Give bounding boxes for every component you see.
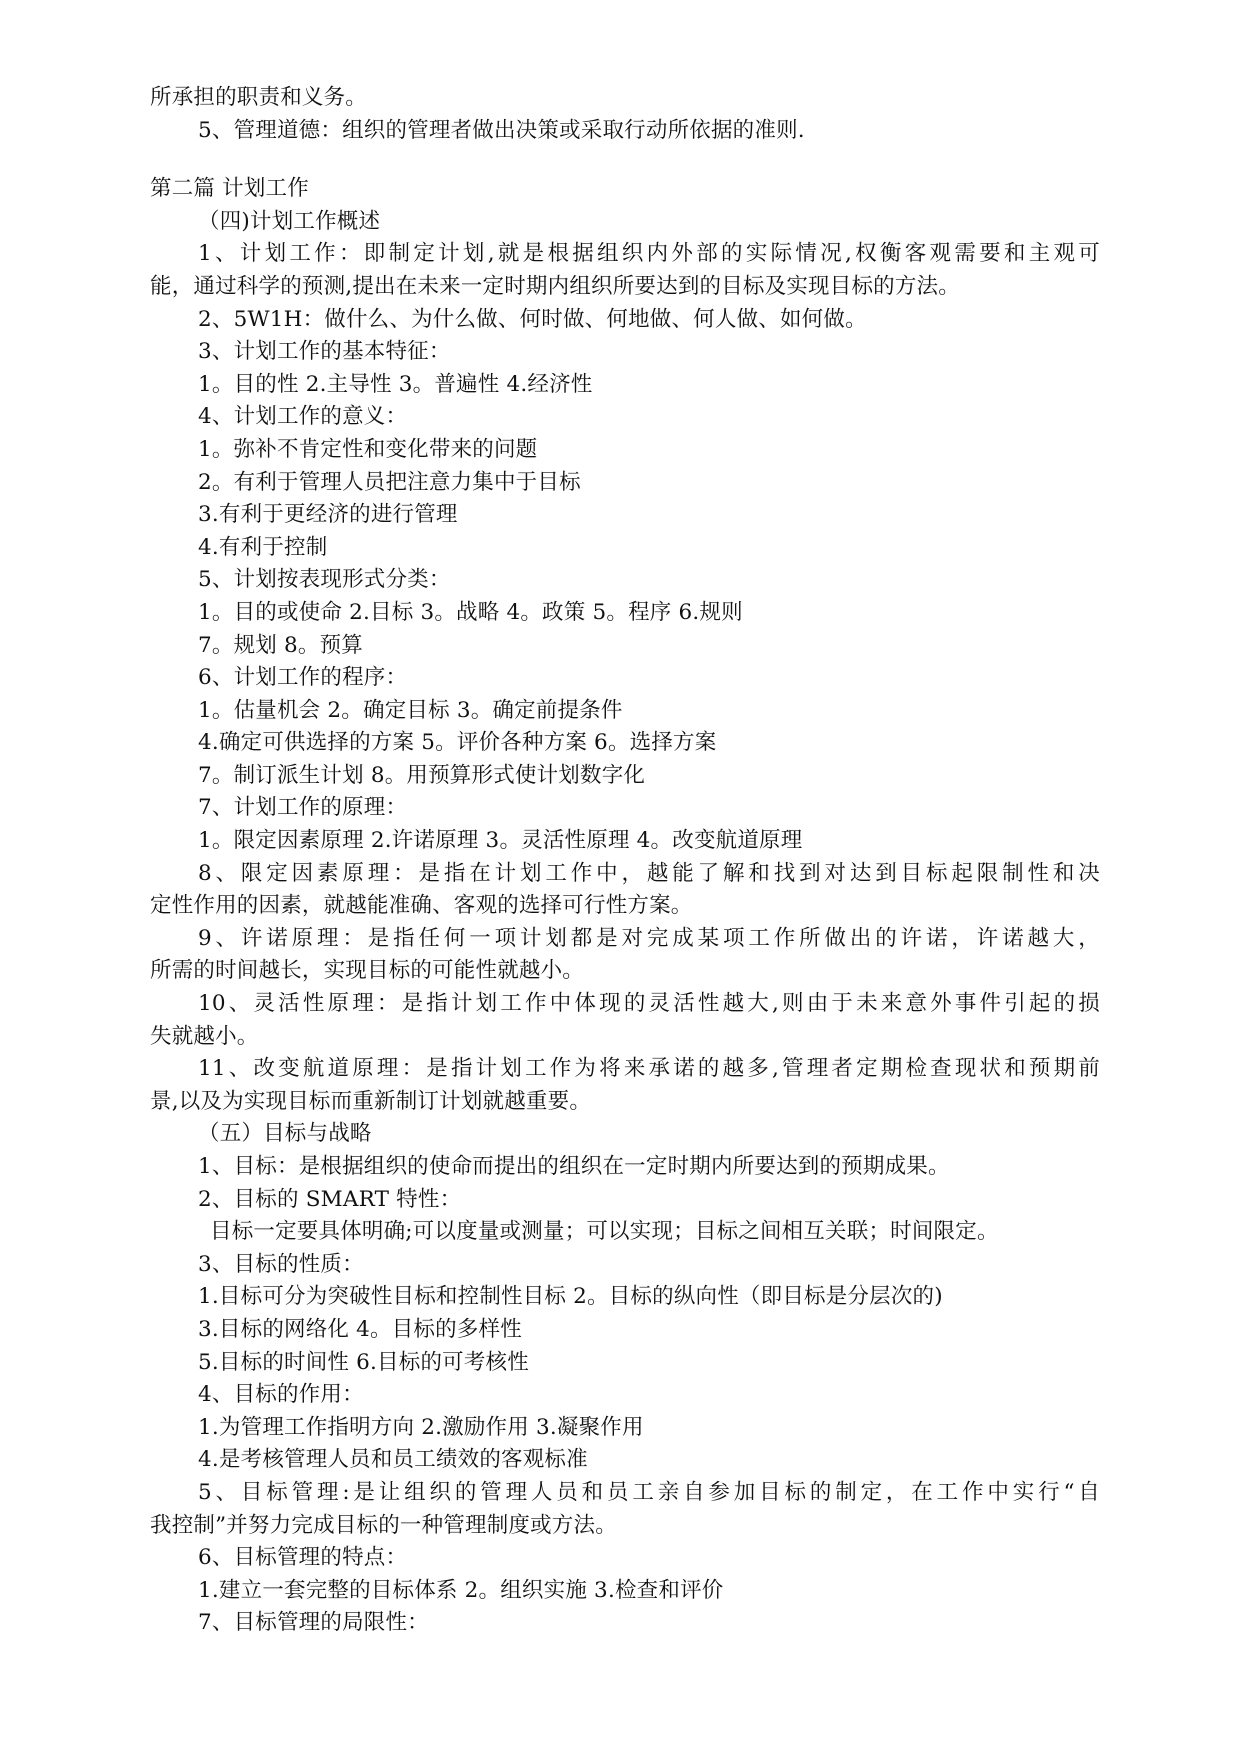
text-line: 1。估量机会 2。确定目标 3。确定前提条件 (198, 697, 623, 723)
text-line: 能，通过科学的预测,提出在未来一定时期内组织所要达到的目标及实现目标的方法。 (150, 273, 960, 299)
text-line: 5、目标管理:是让组织的管理人员和员工亲自参加目标的制定，在工作中实行“自 (198, 1479, 1100, 1505)
text-line: 2、目标的 SMART 特性： (198, 1186, 462, 1212)
text-line: 4、目标的作用： (198, 1382, 364, 1408)
text-line: 目标一定要具体明确;可以度量或测量；可以实现；目标之间相互关联；时间限定。 (210, 1219, 999, 1245)
text-line: 2、5W1H：做什么、为什么做、何时做、何地做、何人做、如何做。 (198, 306, 867, 332)
text-line: 4、计划工作的意义： (198, 404, 408, 430)
document-body (150, 82, 1100, 1640)
text-line: 1、目标：是根据组织的使命而提出的组织在一定时期内所要达到的预期成果。 (198, 1154, 950, 1179)
section-heading: （四)计划工作概述 (198, 208, 381, 234)
paragraph-gap (150, 147, 1100, 173)
text-line: 7、计划工作的原理： (198, 795, 408, 821)
text-line: 1。弥补不肯定性和变化带来的问题 (198, 436, 538, 462)
text-line: 1。限定因素原理 2.许诺原理 3。灵活性原理 4。改变航道原理 (198, 828, 803, 854)
text-line: 失就越小。 (150, 1023, 259, 1049)
text-line: 1.为管理工作指明方向 2.激励作用 3.凝聚作用 (198, 1414, 644, 1440)
text-line: 1。目的或使命 2.目标 3。战略 4。政策 5。程序 6.规则 (198, 599, 743, 625)
text-line: 8、限定因素原理：是指在计划工作中，越能了解和找到对达到目标起限制性和决 (198, 860, 1100, 886)
text-line: 9、许诺原理：是指任何一项计划都是对完成某项工作所做出的许诺，许诺越大， (198, 925, 1100, 951)
text-line: 10、灵活性原理：是指计划工作中体现的灵活性越大,则由于未来意外事件引起的损 (198, 991, 1100, 1017)
text-line: 4.有利于控制 (198, 534, 328, 560)
text-line: 5、计划按表现形式分类： (198, 567, 451, 593)
text-line: 5.目标的时间性 6.目标的可考核性 (198, 1349, 529, 1375)
text-line: 3.有利于更经济的进行管理 (198, 502, 458, 528)
text-line: 6、目标管理的特点： (198, 1545, 408, 1571)
text-line: 1、计划工作：即制定计划,就是根据组织内外部的实际情况,权衡客观需要和主观可 (198, 241, 1100, 267)
section-heading: （五）目标与战略 (198, 1121, 372, 1147)
text-line: 1.建立一套完整的目标体系 2。组织实施 3.检查和评价 (198, 1577, 724, 1603)
text-line: 11、改变航道原理：是指计划工作为将来承诺的越多,管理者定期检查现状和预期前 (198, 1056, 1100, 1082)
text-line: 我控制”并努力完成目标的一种管理制度或方法。 (150, 1512, 617, 1538)
text-line: 7。规划 8。预算 (198, 632, 363, 658)
text-line: 4.是考核管理人员和员工绩效的客观标准 (198, 1447, 588, 1473)
text-line: 1。目的性 2.主导性 3。普遍性 4.经济性 (198, 371, 593, 397)
text-line: 所需的时间越长，实现目标的可能性就越小。 (150, 958, 585, 984)
text-line: 5、管理道德：组织的管理者做出决策或采取行动所依据的准则. (198, 117, 805, 143)
text-line: 3、目标的性质： (198, 1251, 364, 1277)
text-line: 7、目标管理的局限性： (198, 1610, 429, 1636)
text-line: 4.确定可供选择的方案 5。评价各种方案 6。选择方案 (198, 730, 717, 756)
text-line: 所承担的职责和义务。 (150, 85, 368, 110)
text-line: 6、计划工作的程序： (198, 665, 408, 691)
text-line: 3、计划工作的基本特征： (198, 339, 451, 365)
text-line: 定性作用的因素，就越能准确、客观的选择可行性方案。 (150, 893, 693, 919)
text-line: 景,以及为实现目标而重新制订计划就越重要。 (150, 1088, 592, 1114)
text-line: 2。有利于管理人员把注意力集中于目标 (198, 469, 581, 495)
text-line: 1.目标可分为突破性目标和控制性目标 2。目标的纵向性（即目标是分层次的) (198, 1284, 943, 1310)
chapter-heading: 第二篇 计划工作 (150, 176, 309, 202)
text-line: 7。制订派生计划 8。用预算形式使计划数字化 (198, 762, 646, 788)
text-line: 3.目标的网络化 4。目标的多样性 (198, 1316, 522, 1342)
